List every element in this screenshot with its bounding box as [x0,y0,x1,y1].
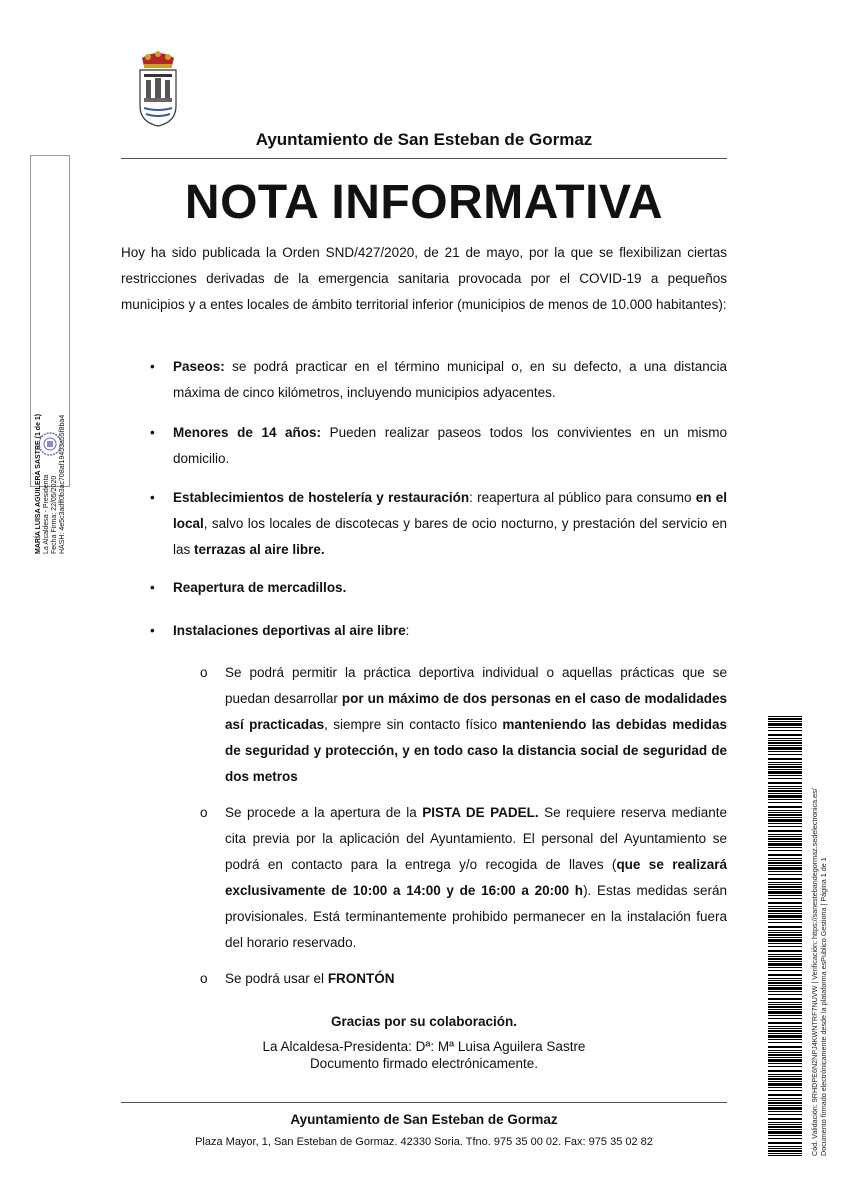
header-title: Ayuntamiento de San Esteban de Gormaz [255,130,593,149]
bullet-marker: • [150,580,155,595]
bullet-heading: Instalaciones deportivas al aire libre [173,623,406,638]
sub-bullet-marker: o [200,665,208,680]
bullet-text: se podrá practicar en el término municipal o, en su defecto, a una distancia máxima de cinco kilómetros, incluyendo municipios adyacentes. [173,359,727,400]
validation-code-line: Cód. Validación: 9RHDPE6N2NPJ4KWNTRF7NUVW | Verificación: https://sanestebandegormaz.sedelectronica.es/ [810,788,819,1156]
sub-item-text: Se requiere reserva mediante cita previa por la aplicación del Ayuntamiento. El personal del Ayuntamiento se podrá en contacto para la entrega y/o recogida de llaves ( [225,805,728,872]
sub-item-text: Se podrá permitir la práctica deportiva individual o aquellas prácticas que se puedan desarrollar [225,665,727,706]
sub-item-emphasis: que se realizará exclusivamente de 10:00 a 14:00 y de 16:00 a 20:00 h [225,857,727,898]
sub-item-emphasis: FRONTÓN [327,971,395,986]
signer-name: MARÍA LUISA AGUILERA SASTRE (1 de 1) [35,413,42,554]
signatory-line: La Alcaldesa-Presidenta: Dª: Mª Luisa Aguilera Sastre [262,1039,586,1054]
validation-platform-line: Documento firmado electrónicamente desde la plataforma esPublico Gestiona | Página 1 de 1 [819,857,828,1156]
validation-barcode [768,716,802,1156]
bullet-marker: • [150,425,155,440]
bullet-heading: Establecimientos de hostelería y restauración [173,490,470,505]
bullet-marker: • [150,623,155,638]
header-divider [121,158,727,159]
signature-hash: HASH: 4e5c3adff0b3ac708af19453a55f8ba4 [59,414,66,554]
footer-address: Plaza Mayor, 1, San Esteban de Gormaz. 42330 Soria. Tfno. 975 35 00 02. Fax: 975 35 02 82 [195,1136,653,1148]
bullet-heading: Menores de 14 años: [173,425,322,440]
bullet-marker: • [150,359,155,374]
bullet-text: : [405,623,410,638]
sub-item-text: Se podrá usar el [225,971,328,986]
municipal-crest-logo [136,50,180,128]
signature-details [35,374,67,554]
bullet-heading: Reapertura de mercadillos. [173,580,347,595]
sub-item-text: ). Estas medidas serán provisionales. Está terminantemente prohibido permanecer en la instalación fuera del horario reservado. [225,883,727,950]
intro-paragraph: Hoy ha sido publicada la Orden SND/427/2020, de 21 de mayo, por la que se flexibilizan ciertas restricciones derivadas de la emergencia sanitaria provocada por el COVID-19 a pequeños municipios y a entes locales de ámbito territorial inferior (municipios de menos de 10.000 habitantes): [121,245,727,312]
sub-item-emphasis: PISTA DE PADEL. [422,805,539,820]
footer-title: Ayuntamiento de San Esteban de Gormaz [290,1112,558,1127]
sub-bullet-marker: o [200,971,208,986]
footer-divider [121,1102,727,1103]
bullet-emphasis: en el local [173,490,727,531]
signature-block [0,1038,848,1072]
sub-item-text: , siempre sin contacto físico [324,717,503,732]
bullet-emphasis: terrazas al aire libre. [194,542,325,557]
page-title: NOTA INFORMATIVA [184,176,664,229]
bullet-marker: • [150,490,155,505]
bullet-text: , salvo los locales de discotecas y bares de ocio nocturno, y prestación del servicio en las [173,516,727,557]
signature-date: Fecha Firma: 22/05/2020 [51,475,58,554]
validation-text [810,788,828,1156]
bullet-heading: Paseos: [173,359,225,374]
signature-seal-icon [37,431,63,457]
sub-item-emphasis: por un máximo de dos personas en el caso de modalidades así practicadas [225,691,728,732]
sub-item-emphasis: manteniendo las debidas medidas de seguridad y protección, y en todo caso la distancia social de seguridad de dos metros [225,717,727,784]
sub-item-text: Se procede a la apertura de la [225,805,423,820]
signed-note: Documento firmado electrónicamente. [309,1056,539,1071]
bullet-text: Pueden realizar paseos todos los convivientes en un mismo domicilio. [173,425,727,466]
bullet-text: : reapertura al público para consumo [469,490,696,505]
electronic-signature-box [30,155,70,554]
thanks-line: Gracias por su colaboración. [330,1014,518,1029]
signer-role: La Alcaldesa - Presidenta [43,474,50,554]
sub-bullet-marker: o [200,805,208,820]
